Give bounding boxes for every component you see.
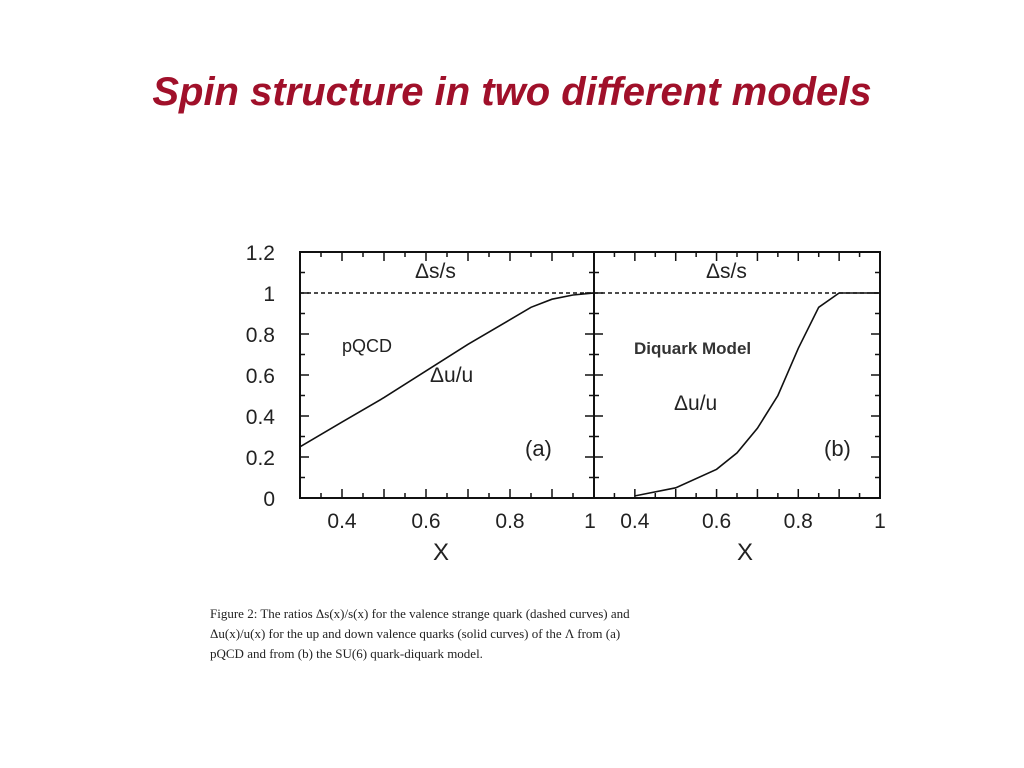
x-tick-label: 0.8 (783, 510, 813, 533)
x-tick-label: 0.4 (327, 510, 357, 533)
x-tick-label: 1 (874, 510, 886, 533)
y-tick-label: 0.4 (245, 406, 275, 429)
caption-line: Figure 2: The ratios Δs(x)/s(x) for the valence strange quark (dashed curves) and (210, 606, 630, 621)
series-label-du-over-u: Δu/u (674, 392, 718, 415)
series-label-ds-over-s: Δs/s (415, 260, 456, 283)
y-tick-label: 1.2 (245, 242, 275, 265)
y-tick-label: 0.6 (245, 365, 275, 388)
x-tick-label: 0.6 (411, 510, 441, 533)
slide-title: Spin structure in two different models (152, 70, 872, 114)
x-tick-label: 0.6 (701, 510, 732, 533)
series-line-du-over-u (635, 293, 880, 496)
panel-label-a: (a) (525, 436, 552, 461)
x-axis-label: X (432, 539, 450, 566)
x-tick-label: 1 (584, 510, 596, 533)
panel-label-b: (b) (824, 436, 851, 461)
panel-frame-b (594, 252, 880, 498)
figure-caption (210, 604, 910, 664)
y-tick-label: 0 (263, 488, 275, 511)
x-tick-label: 0.8 (495, 510, 525, 533)
caption-line: pQCD and from (b) the SU(6) quark-diquark model. (210, 646, 483, 661)
caption-line: Δu(x)/u(x) for the up and down valence quarks (solid curves) of the Λ from (a) (210, 626, 621, 641)
y-tick-label: 0.8 (245, 324, 275, 347)
series-label-ds-over-s: Δs/s (706, 260, 747, 283)
x-tick-label: 0.4 (620, 510, 650, 533)
y-tick-label: 1 (263, 283, 275, 306)
model-label-diquark: Diquark Model (634, 339, 752, 358)
y-tick-label: 0.2 (245, 447, 275, 470)
model-label-pqcd: pQCD (342, 336, 393, 356)
figure-two-panel-chart (225, 232, 915, 592)
series-label-du-over-u: Δu/u (430, 364, 474, 387)
x-axis-label: X (736, 539, 754, 566)
